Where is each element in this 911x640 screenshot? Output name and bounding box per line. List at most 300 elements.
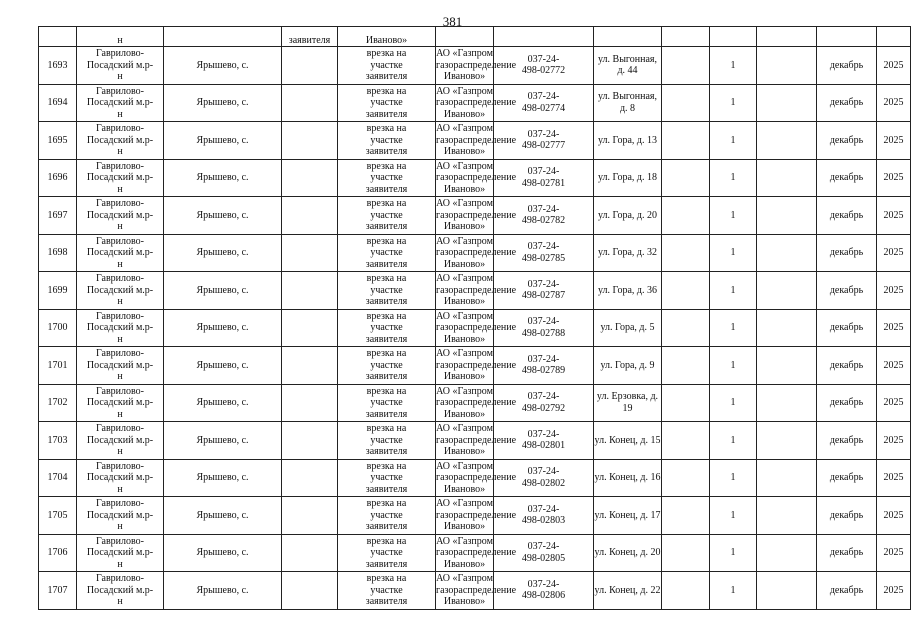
company-line: газораспределение xyxy=(436,134,517,146)
cell-empty xyxy=(282,347,338,385)
cell-connection-method xyxy=(338,122,436,160)
code-line: 037-24- xyxy=(527,203,560,215)
cell-month: декабрь xyxy=(817,347,877,385)
cell-locality: Ярышево, с. xyxy=(164,534,282,572)
district-line: н xyxy=(117,146,123,157)
cell-empty xyxy=(282,272,338,310)
cell-empty xyxy=(282,159,338,197)
cell-locality: Ярышево, с. xyxy=(164,272,282,310)
cell-row-number: 1699 xyxy=(39,272,77,310)
cell-district xyxy=(77,47,164,85)
method-line: врезка на xyxy=(366,348,407,359)
code-line: 498-02772 xyxy=(521,65,566,77)
code-line: 037-24- xyxy=(527,278,560,290)
cell-connection-method xyxy=(338,197,436,235)
table-row xyxy=(39,497,911,535)
district-line: Гаврилово- xyxy=(95,385,145,397)
district-line: Гаврилово- xyxy=(95,160,145,172)
cell-district xyxy=(77,197,164,235)
method-line: врезка на xyxy=(366,123,407,134)
method-line: врезка на xyxy=(366,573,407,584)
cell-company xyxy=(436,234,517,272)
cell-count: 1 xyxy=(710,159,757,197)
cell-empty xyxy=(757,197,817,235)
company-line: АО «Газпром xyxy=(436,385,493,397)
cell-locality: Ярышево, с. xyxy=(164,234,282,272)
company-line: Иваново» xyxy=(443,371,486,382)
cell-connection-method xyxy=(338,534,436,572)
company-line: АО «Газпром xyxy=(436,235,493,247)
cell-count: 1 xyxy=(710,534,757,572)
cell-address: ул. Выгонная, д. 44 xyxy=(594,47,662,85)
cell-connection-method xyxy=(338,309,436,347)
district-line: н xyxy=(117,558,123,570)
method-line: врезка на xyxy=(366,48,407,59)
code-line: 037-24- xyxy=(527,353,560,365)
page-number: 381 xyxy=(442,14,463,29)
district-line: Посадский м.р- xyxy=(86,134,154,146)
cell-address: ул. Выгонная, д. 8 xyxy=(594,84,662,122)
method-line: врезка на xyxy=(366,498,407,509)
cell-address: ул. Гора, д. 18 xyxy=(594,159,662,197)
code-line: 037-24- xyxy=(527,91,560,103)
cell-empty xyxy=(757,572,817,610)
cell-year: 2025 xyxy=(877,572,911,610)
company-line: газораспределение xyxy=(436,172,517,183)
cell-connection-method xyxy=(338,422,436,460)
cell-company xyxy=(436,422,517,460)
district-line: Гаврилово- xyxy=(95,348,145,359)
district-line: Посадский м.р- xyxy=(86,547,154,558)
district-line: Посадский м.р- xyxy=(86,209,154,221)
company-line: АО «Газпром xyxy=(436,85,493,97)
cell-empty xyxy=(757,422,817,460)
cell-district xyxy=(77,84,164,122)
cell-month: декабрь xyxy=(817,84,877,122)
method-line: участке xyxy=(370,97,403,108)
cell-connection-method xyxy=(338,84,436,122)
cell-month: декабрь xyxy=(817,309,877,347)
method-line: врезка на xyxy=(366,85,407,97)
cell-row-number: 1702 xyxy=(39,384,77,422)
district-line: н xyxy=(117,108,123,120)
cell-company xyxy=(436,84,517,122)
district-line: Посадский м.р- xyxy=(86,284,154,296)
cell-month: декабрь xyxy=(817,534,877,572)
cell-locality: Ярышево, с. xyxy=(164,422,282,460)
table-row xyxy=(39,309,911,347)
code-line: 037-24- xyxy=(527,428,560,440)
method-line: заявителя xyxy=(365,483,408,495)
district-line: Посадский м.р- xyxy=(86,59,154,71)
cell-company xyxy=(436,384,517,422)
cell-year: 2025 xyxy=(877,384,911,422)
cell-locality: Ярышево, с. xyxy=(164,497,282,535)
company-line: Иваново» xyxy=(443,258,486,270)
district-line: Гаврилово- xyxy=(95,460,145,472)
cell-address: ул. Ерзовка, д. 19 xyxy=(594,384,662,422)
cell-locality: Ярышево, с. xyxy=(164,347,282,385)
cell-row-number: 1707 xyxy=(39,572,77,610)
cell-year: 2025 xyxy=(877,122,911,160)
method-line: заявителя xyxy=(365,183,408,195)
company-line: газораспределение xyxy=(436,284,517,296)
table-row xyxy=(39,347,911,385)
method-line: врезка на xyxy=(366,535,407,547)
cell-count: 1 xyxy=(710,459,757,497)
cell-count: 1 xyxy=(710,234,757,272)
district-line: Гаврилово- xyxy=(95,310,145,322)
method-line: врезка на xyxy=(366,160,407,172)
method-line: заявителя xyxy=(365,258,408,270)
company-line: Иваново» xyxy=(443,333,486,345)
district-line: Посадский м.р- xyxy=(86,322,154,333)
code-line: 037-24- xyxy=(527,578,560,590)
cell-company xyxy=(436,47,517,85)
table-row xyxy=(39,84,911,122)
table-row xyxy=(39,572,911,610)
district-line: н xyxy=(117,183,123,195)
code-line: 498-02782 xyxy=(521,215,566,227)
district-line: Гаврилово- xyxy=(95,48,145,59)
company-line: Иваново» xyxy=(443,521,486,532)
method-line: врезка на xyxy=(366,273,407,284)
district-line: Посадский м.р- xyxy=(86,247,154,258)
cell-month: декабрь xyxy=(817,497,877,535)
method-line: участке xyxy=(370,247,403,258)
method-line: заявителя xyxy=(365,221,408,232)
code-line: 498-02803 xyxy=(521,515,566,527)
district-line: Гаврилово- xyxy=(95,423,145,434)
company-line: газораспределение xyxy=(436,547,517,558)
company-line: газораспределение xyxy=(436,584,517,596)
district-line: Гаврилово- xyxy=(95,535,145,547)
cell-count: 1 xyxy=(710,422,757,460)
code-line: 498-02785 xyxy=(521,252,566,264)
cell-empty xyxy=(282,309,338,347)
method-line: заявителя xyxy=(365,408,408,420)
code-line: 498-02805 xyxy=(521,552,566,564)
code-line: 498-02792 xyxy=(521,402,566,414)
district-line: Посадский м.р- xyxy=(86,434,154,446)
code-line: 037-24- xyxy=(527,241,560,253)
code-line: 037-24- xyxy=(527,316,560,328)
cell-row-number: 1697 xyxy=(39,197,77,235)
cell-empty xyxy=(282,459,338,497)
cell-count: 1 xyxy=(710,347,757,385)
method-line: участке xyxy=(370,322,403,333)
method-line: заявителя xyxy=(365,446,408,457)
code-line: 037-24- xyxy=(527,53,560,65)
cell-locality: Ярышево, с. xyxy=(164,122,282,160)
cell-address: ул. Гора, д. 9 xyxy=(594,347,662,385)
cell-year: 2025 xyxy=(877,272,911,310)
method-line: заявителя xyxy=(365,108,408,120)
cell-address: ул. Гора, д. 13 xyxy=(594,122,662,160)
company-line: газораспределение xyxy=(436,97,517,108)
method-line: участке xyxy=(370,59,403,71)
company-line: газораспределение xyxy=(436,434,517,446)
cell-year: 2025 xyxy=(877,459,911,497)
company-line: АО «Газпром xyxy=(436,198,493,209)
cell-method-cont: заявителя xyxy=(282,27,338,47)
cell-company-cont: Иваново» xyxy=(338,27,436,47)
cell-connection-method xyxy=(338,47,436,85)
company-line: газораспределение xyxy=(436,247,517,258)
cell-district xyxy=(77,347,164,385)
cell-empty xyxy=(757,47,817,85)
company-line: Иваново» xyxy=(443,71,486,82)
cell-district xyxy=(77,384,164,422)
company-line: газораспределение xyxy=(436,209,517,221)
cell-empty xyxy=(436,27,494,47)
district-line: Посадский м.р- xyxy=(86,397,154,408)
company-line: газораспределение xyxy=(436,472,517,483)
cell-month: декабрь xyxy=(817,422,877,460)
cell-count: 1 xyxy=(710,47,757,85)
cell-empty xyxy=(662,422,710,460)
district-line: Гаврилово- xyxy=(95,273,145,284)
cell-year: 2025 xyxy=(877,347,911,385)
method-line: заявителя xyxy=(365,333,408,345)
district-line: Гаврилово- xyxy=(95,498,145,509)
cell-count: 1 xyxy=(710,384,757,422)
cell-address: ул. Гора, д. 36 xyxy=(594,272,662,310)
district-line: Гаврилово- xyxy=(95,573,145,584)
code-line: 037-24- xyxy=(527,166,560,178)
district-line: н xyxy=(117,521,123,532)
cell-empty xyxy=(757,534,817,572)
code-line: 037-24- xyxy=(527,503,560,515)
cell-company xyxy=(436,197,517,235)
company-line: Иваново» xyxy=(443,408,486,420)
cell-year: 2025 xyxy=(877,534,911,572)
cell-company xyxy=(436,534,517,572)
company-line: АО «Газпром xyxy=(436,348,493,359)
cell-empty xyxy=(282,234,338,272)
cell-month: декабрь xyxy=(817,459,877,497)
cell-address: ул. Конец, д. 20 xyxy=(594,534,662,572)
table-row xyxy=(39,534,911,572)
code-line: 498-02806 xyxy=(521,590,566,602)
company-line: АО «Газпром xyxy=(436,160,493,172)
cell-connection-method xyxy=(338,272,436,310)
district-line: н xyxy=(117,221,123,232)
company-line: АО «Газпром xyxy=(436,273,493,284)
cell-company xyxy=(436,272,517,310)
code-line: 498-02802 xyxy=(521,477,566,489)
district-line: Посадский м.р- xyxy=(86,584,154,596)
method-line: заявителя xyxy=(365,296,408,307)
cell-company xyxy=(436,309,517,347)
cell-district xyxy=(77,309,164,347)
method-line: врезка на xyxy=(366,198,407,209)
method-line: врезка на xyxy=(366,235,407,247)
cell-empty xyxy=(662,534,710,572)
method-line: участке xyxy=(370,134,403,146)
code-line: 037-24- xyxy=(527,541,560,553)
method-line: участке xyxy=(370,472,403,483)
method-line: врезка на xyxy=(366,385,407,397)
cell-empty xyxy=(662,309,710,347)
cell-locality: Ярышево, с. xyxy=(164,197,282,235)
table-row xyxy=(39,122,911,160)
cell-empty xyxy=(662,197,710,235)
cell-district xyxy=(77,422,164,460)
method-line: заявителя xyxy=(365,521,408,532)
code-line: 037-24- xyxy=(527,391,560,403)
cell-empty xyxy=(662,459,710,497)
cell-empty xyxy=(282,422,338,460)
cell-connection-method xyxy=(338,384,436,422)
district-line: Посадский м.р- xyxy=(86,472,154,483)
district-line: н xyxy=(117,296,123,307)
code-line: 498-02789 xyxy=(521,365,566,377)
table-row xyxy=(39,159,911,197)
district-line: н xyxy=(117,408,123,420)
cell-count: 1 xyxy=(710,309,757,347)
cell-locality: Ярышево, с. xyxy=(164,384,282,422)
company-line: АО «Газпром xyxy=(436,498,493,509)
cell-month: декабрь xyxy=(817,197,877,235)
method-line: заявителя xyxy=(365,596,408,607)
company-line: газораспределение xyxy=(436,59,517,71)
table-row xyxy=(39,459,911,497)
cell-address: ул. Конец, д. 17 xyxy=(594,497,662,535)
cell-year: 2025 xyxy=(877,84,911,122)
district-line: Посадский м.р- xyxy=(86,359,154,371)
method-line: врезка на xyxy=(366,460,407,472)
cell-row-number: 1701 xyxy=(39,347,77,385)
table-row xyxy=(39,47,911,85)
company-line: газораспределение xyxy=(436,509,517,521)
company-line: Иваново» xyxy=(443,558,486,570)
cell-month: декабрь xyxy=(817,47,877,85)
cell-empty xyxy=(817,27,877,47)
cell-row-number: 1706 xyxy=(39,534,77,572)
cell-empty xyxy=(757,234,817,272)
cell-company xyxy=(436,122,517,160)
cell-connection-method xyxy=(338,159,436,197)
cell-connection-method xyxy=(338,459,436,497)
method-line: заявителя xyxy=(365,371,408,382)
company-line: Иваново» xyxy=(443,108,486,120)
district-line: Посадский м.р- xyxy=(86,97,154,108)
district-line: Посадский м.р- xyxy=(86,172,154,183)
company-line: Иваново» xyxy=(443,446,486,457)
cell-empty xyxy=(662,572,710,610)
cell-year: 2025 xyxy=(877,47,911,85)
cell-row-number: 1695 xyxy=(39,122,77,160)
company-line: Иваново» xyxy=(443,483,486,495)
district-line: н xyxy=(117,371,123,382)
company-line: АО «Газпром xyxy=(436,460,493,472)
table-row xyxy=(39,272,911,310)
code-line: 498-02777 xyxy=(521,140,566,152)
company-line: АО «Газпром xyxy=(436,423,493,434)
table-row xyxy=(39,384,911,422)
cell-empty xyxy=(282,47,338,85)
table-row xyxy=(39,234,911,272)
company-line: газораспределение xyxy=(436,359,517,371)
cell-empty xyxy=(594,27,662,47)
table-row xyxy=(39,197,911,235)
cell-empty xyxy=(710,27,757,47)
method-line: заявителя xyxy=(365,558,408,570)
code-line: 498-02781 xyxy=(521,177,566,189)
cell-month: декабрь xyxy=(817,272,877,310)
cell-year: 2025 xyxy=(877,497,911,535)
cell-locality: Ярышево, с. xyxy=(164,84,282,122)
code-line: 498-02801 xyxy=(521,440,566,452)
cell-empty xyxy=(282,84,338,122)
cell-empty xyxy=(662,272,710,310)
cell-connection-method xyxy=(338,497,436,535)
cell-empty xyxy=(757,84,817,122)
cell-locality: Ярышево, с. xyxy=(164,459,282,497)
company-line: Иваново» xyxy=(443,183,486,195)
cell-row-number: 1704 xyxy=(39,459,77,497)
company-line: Иваново» xyxy=(443,146,486,157)
code-line: 037-24- xyxy=(527,128,560,140)
method-line: врезка на xyxy=(366,310,407,322)
cell-address: ул. Конец, д. 16 xyxy=(594,459,662,497)
method-line: участке xyxy=(370,434,403,446)
cell-empty xyxy=(757,384,817,422)
code-line: 498-02774 xyxy=(521,102,566,114)
cell-empty xyxy=(282,534,338,572)
method-line: участке xyxy=(370,584,403,596)
cell-company xyxy=(436,497,517,535)
district-line: Посадский м.р- xyxy=(86,509,154,521)
cell-company xyxy=(436,347,517,385)
method-line: врезка на xyxy=(366,423,407,434)
company-line: АО «Газпром xyxy=(436,123,493,134)
company-line: Иваново» xyxy=(443,596,486,607)
cell-count: 1 xyxy=(710,197,757,235)
cell-empty xyxy=(282,122,338,160)
cell-connection-method xyxy=(338,572,436,610)
cell-district xyxy=(77,122,164,160)
district-line: Гаврилово- xyxy=(95,123,145,134)
cell-count: 1 xyxy=(710,497,757,535)
gasification-table xyxy=(38,26,911,610)
method-line: участке xyxy=(370,509,403,521)
cell-row-number: 1693 xyxy=(39,47,77,85)
cell-empty xyxy=(662,234,710,272)
cell-empty xyxy=(39,27,77,47)
code-line: 498-02787 xyxy=(521,290,566,302)
cell-empty xyxy=(662,47,710,85)
cell-empty xyxy=(877,27,911,47)
cell-year: 2025 xyxy=(877,197,911,235)
cell-district xyxy=(77,234,164,272)
cell-address: ул. Конец, д. 15 xyxy=(594,422,662,460)
cell-locality: Ярышево, с. xyxy=(164,572,282,610)
method-line: участке xyxy=(370,209,403,221)
cell-empty xyxy=(757,459,817,497)
cell-address: ул. Конец, д. 22 xyxy=(594,572,662,610)
method-line: участке xyxy=(370,547,403,558)
cell-address: ул. Гора, д. 5 xyxy=(594,309,662,347)
cell-row-number: 1700 xyxy=(39,309,77,347)
cell-company xyxy=(436,572,517,610)
cell-empty xyxy=(662,122,710,160)
cell-district xyxy=(77,572,164,610)
cell-empty xyxy=(282,197,338,235)
cell-empty xyxy=(494,27,594,47)
cell-year: 2025 xyxy=(877,309,911,347)
